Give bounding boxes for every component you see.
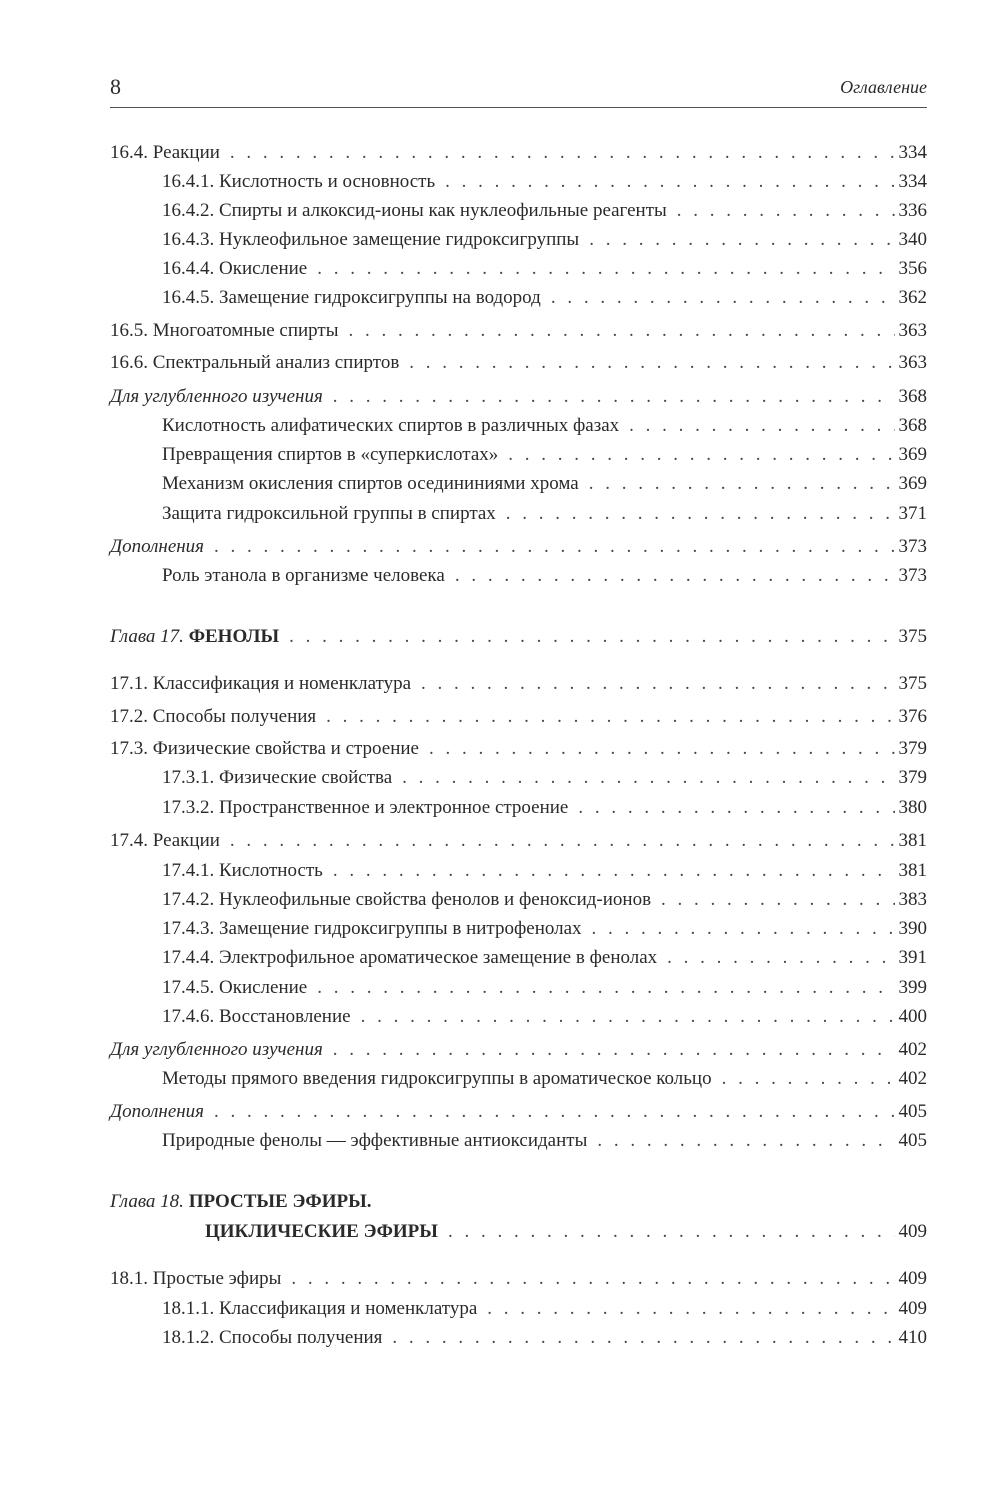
chapter-name-continued: ЦИКЛИЧЕСКИЕ ЭФИРЫ <box>205 1221 438 1242</box>
toc-entry-page: 409 <box>898 1221 927 1242</box>
toc-entry-title: 17.4.4. Электрофильное ароматическое замещение в фенолах <box>162 947 658 968</box>
toc-entry-page: 336 <box>898 200 927 221</box>
leader-dots <box>326 704 894 730</box>
toc-entry-title: 16.4.2. Спирты и алкоксид-ионы как нуклеофильные реагенты <box>162 200 667 221</box>
toc-entry[interactable] <box>110 140 927 166</box>
toc-entry-title: 18.1.1. Классификация и номенклатура <box>162 1298 478 1319</box>
toc-entry[interactable] <box>162 1296 927 1322</box>
toc-entry[interactable] <box>162 975 927 1001</box>
toc-entry[interactable] <box>162 413 927 439</box>
toc-entry[interactable] <box>162 285 927 311</box>
header-rule <box>110 107 927 108</box>
toc-entry-title: 18.1.2. Способы получения <box>162 1327 383 1348</box>
toc-entry[interactable] <box>162 1066 927 1092</box>
toc-entry-page: 383 <box>898 889 927 910</box>
toc-entry[interactable] <box>162 198 927 224</box>
page-header <box>110 74 927 108</box>
toc-entry[interactable] <box>162 1325 927 1351</box>
toc-entry-page: 340 <box>898 229 927 250</box>
toc-entry-page: 399 <box>898 977 927 998</box>
leader-dots <box>421 671 894 697</box>
toc-entry-title: Механизм окисления спиртов оседининиями хрома <box>162 473 579 494</box>
leader-dots <box>349 318 895 344</box>
toc-entry[interactable] <box>110 671 927 697</box>
toc-entry-title: Дополнения <box>110 1101 205 1122</box>
leader-dots <box>506 501 895 527</box>
toc-entry-title: Природные фенолы — эффективные антиоксиданты <box>162 1130 588 1151</box>
toc-entry-page: 373 <box>898 565 927 586</box>
toc-entry-page: 368 <box>898 415 927 436</box>
toc-entry-title: 17.4.6. Восстановление <box>162 1006 351 1027</box>
leader-dots <box>429 736 895 762</box>
chapter-label: Глава 17. <box>110 626 184 647</box>
toc-entry-title: 17.1. Классификация и номенклатура <box>110 673 412 694</box>
toc-entry-title: 16.4.1. Кислотность и основность <box>162 171 436 192</box>
leader-dots <box>551 285 895 311</box>
leader-dots <box>317 975 894 1001</box>
toc-entry-title: 16.6. Спектральный анализ спиртов <box>110 352 400 373</box>
toc-entry-title: Кислотность алифатических спиртов в различных фазах <box>162 415 620 436</box>
leader-dots <box>722 1066 895 1092</box>
toc-entry[interactable] <box>162 1004 927 1030</box>
leader-dots <box>214 534 894 560</box>
leader-dots <box>487 1296 894 1322</box>
toc-entry-title: 17.2. Способы получения <box>110 706 317 727</box>
leader-dots <box>455 563 895 589</box>
toc-entry-title: 17.4.3. Замещение гидроксигруппы в нитрофенолах <box>162 918 582 939</box>
toc-entry[interactable] <box>162 945 927 971</box>
leader-dots <box>629 413 894 439</box>
toc-entry-title: 17.4.5. Окисление <box>162 977 308 998</box>
toc-entry-page: 400 <box>898 1006 927 1027</box>
toc-entry-title: 16.4.5. Замещение гидроксигруппы на водород <box>162 287 541 308</box>
toc-entry-title: 17.4.1. Кислотность <box>162 860 323 881</box>
toc-entry[interactable] <box>110 828 927 854</box>
page-number: 8 <box>110 74 121 99</box>
toc-entry-page: 409 <box>898 1268 927 1289</box>
leader-dots <box>333 384 895 410</box>
leader-dots <box>333 858 895 884</box>
leader-dots <box>214 1099 894 1125</box>
toc-entry-title: 17.3.1. Физические свойства <box>162 767 393 788</box>
toc-entry[interactable] <box>110 1266 927 1292</box>
chapter-label: Глава 18. <box>110 1191 184 1212</box>
toc-entry-title: Методы прямого введения гидроксигруппы в ароматическое кольцо <box>162 1068 712 1089</box>
leader-dots <box>291 1266 894 1292</box>
toc-entry-page: 381 <box>898 860 927 881</box>
leader-dots <box>589 227 894 253</box>
toc-entry[interactable] <box>162 887 927 913</box>
leader-dots <box>448 1219 895 1245</box>
toc-entry-title: Дополнения <box>110 536 205 557</box>
toc-entry-page: 363 <box>898 320 927 341</box>
toc-chapter-entry[interactable] <box>205 1219 927 1245</box>
leader-dots <box>230 140 895 166</box>
toc-entry[interactable] <box>162 765 927 791</box>
toc-entry-title: 17.3.2. Пространственное и электронное строение <box>162 797 569 818</box>
chapter-name: ФЕНОЛЫ <box>188 626 280 647</box>
toc-entry-title: 17.4. Реакции <box>110 830 220 851</box>
leader-dots <box>578 795 894 821</box>
toc-entry-title: 17.3. Физические свойства и строение <box>110 738 419 759</box>
toc-entry[interactable] <box>162 916 927 942</box>
toc-entry-title: 17.4.2. Нуклеофильные свойства фенолов и феноксид-ионов <box>162 889 652 910</box>
toc-entry-page: 402 <box>898 1039 927 1060</box>
toc-entry[interactable] <box>162 795 927 821</box>
toc-entry[interactable] <box>162 442 927 468</box>
leader-dots <box>230 828 895 854</box>
leader-dots <box>317 256 894 282</box>
leader-dots <box>409 350 894 376</box>
toc-entry[interactable] <box>110 1099 927 1125</box>
leader-dots <box>508 442 894 468</box>
toc-entry-title: 16.4.4. Окисление <box>162 258 308 279</box>
toc-entry-title: Для углубленного изучения <box>110 386 323 407</box>
toc-entry-page: 356 <box>898 258 927 279</box>
toc-entry-title: 16.5. Многоатомные спирты <box>110 320 339 341</box>
leader-dots <box>592 916 895 942</box>
toc-entry-page: 371 <box>898 503 927 524</box>
toc-entry-page: 410 <box>898 1327 927 1348</box>
toc-entry-page: 405 <box>898 1130 927 1151</box>
toc-entry[interactable] <box>162 227 927 253</box>
toc-entry-page: 375 <box>898 626 927 647</box>
toc-entry-page: 379 <box>898 738 927 759</box>
toc-entry-page: 390 <box>898 918 927 939</box>
toc-entry[interactable] <box>110 736 927 762</box>
leader-dots <box>333 1037 895 1063</box>
toc-entry-page: 363 <box>898 352 927 373</box>
toc-entry-page: 381 <box>898 830 927 851</box>
toc-entry-page: 391 <box>898 947 927 968</box>
leader-dots <box>445 169 894 195</box>
toc-entry-title: 18.1. Простые эфиры <box>110 1268 282 1289</box>
toc-entry-page: 409 <box>898 1298 927 1319</box>
leader-dots <box>589 471 895 497</box>
toc-entry[interactable] <box>110 534 927 560</box>
toc-entry-title: Роль этанола в организме человека <box>162 565 445 586</box>
toc-entry[interactable] <box>162 563 927 589</box>
toc-entry[interactable] <box>110 1037 927 1063</box>
chapter-name: ПРОСТЫЕ ЭФИРЫ. <box>188 1191 372 1212</box>
toc-entry[interactable] <box>162 169 927 195</box>
leader-dots <box>289 624 894 650</box>
leader-dots <box>597 1128 894 1154</box>
toc-chapter-entry[interactable] <box>110 624 927 650</box>
toc-entry-title: 16.4.3. Нуклеофильное замещение гидроксигруппы <box>162 229 580 250</box>
toc-page <box>110 0 927 1490</box>
toc-entry-page: 369 <box>898 473 927 494</box>
toc-entry-title: Защита гидроксильной группы в спиртах <box>162 503 496 524</box>
toc-entry[interactable] <box>110 350 927 376</box>
toc-entry-page: 334 <box>898 171 927 192</box>
toc-entry[interactable] <box>162 858 927 884</box>
toc-chapter-heading[interactable] <box>110 1189 372 1215</box>
leader-dots <box>661 887 894 913</box>
toc-entry-page: 368 <box>898 386 927 407</box>
toc-entry[interactable] <box>162 1128 927 1154</box>
leader-dots <box>667 945 894 971</box>
toc-entry-title: Для углубленного изучения <box>110 1039 323 1060</box>
toc-entry[interactable] <box>162 256 927 282</box>
toc-entry-page: 402 <box>898 1068 927 1089</box>
toc-entry-page: 362 <box>898 287 927 308</box>
toc-entry[interactable] <box>162 471 927 497</box>
toc-entry-title: 16.4. Реакции <box>110 142 220 163</box>
toc-entry-title: Превращения спиртов в «суперкислотах» <box>162 444 499 465</box>
leader-dots <box>402 765 894 791</box>
running-title: Оглавление <box>840 77 927 97</box>
leader-dots <box>392 1325 894 1351</box>
toc-entry-page: 379 <box>898 767 927 788</box>
toc-entry-page: 405 <box>898 1101 927 1122</box>
leader-dots <box>677 198 895 224</box>
toc-entry[interactable] <box>110 318 927 344</box>
toc-entry[interactable] <box>110 704 927 730</box>
toc-entry-page: 369 <box>898 444 927 465</box>
toc-entry[interactable] <box>110 384 927 410</box>
toc-entry-page: 334 <box>898 142 927 163</box>
toc-entry-page: 376 <box>898 706 927 727</box>
toc-entry-page: 375 <box>898 673 927 694</box>
toc-entry[interactable] <box>162 501 927 527</box>
leader-dots <box>361 1004 895 1030</box>
toc-entry-page: 380 <box>898 797 927 818</box>
toc-entry-page: 373 <box>898 536 927 557</box>
